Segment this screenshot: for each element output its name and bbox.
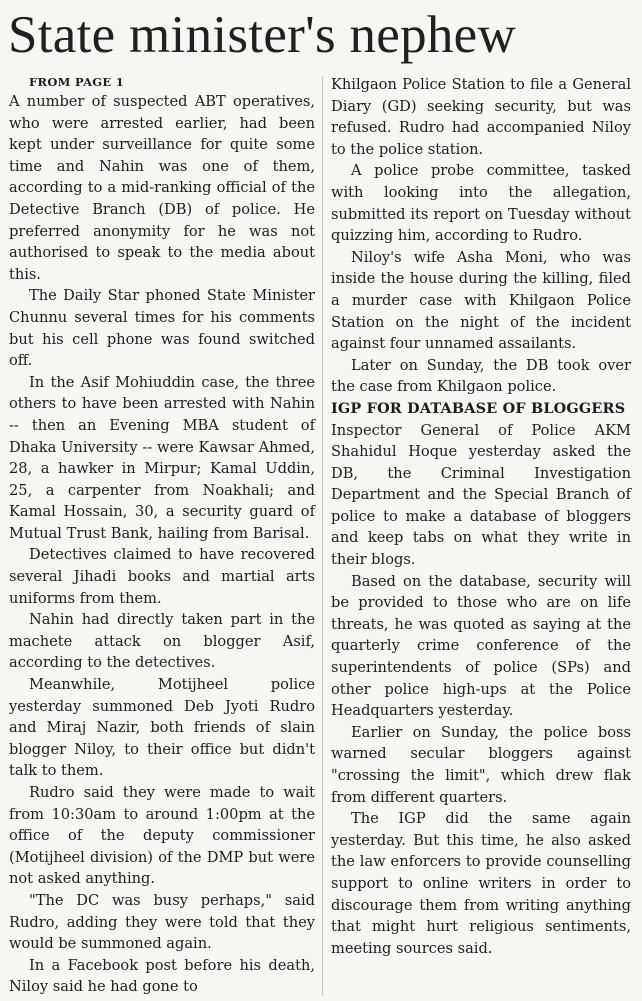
paragraph: Meanwhile, Motijheel police yesterday summoned Deb Jyoti Rudro and Miraj Nazir, both friends of slain blogger Niloy, to their office but didn't talk to them. <box>9 676 315 780</box>
paragraph: Detectives claimed to have recovered several Jihadi books and martial arts uniforms from them. <box>9 546 315 607</box>
paragraph: Later on Sunday, the DB took over the case from Khilgaon police. <box>331 356 631 396</box>
dateline: FROM PAGE 1 <box>29 75 125 89</box>
paragraph: The Daily Star phoned State Minister Chunnu several times for his comments but his cell phone was found switched off. <box>9 287 315 370</box>
paragraph: Rudro said they were made to wait from 10:30am to around 1:00pm at the office of the deputy commissioner (Motijheel division) of the DMP but were not asked anything. <box>9 784 315 888</box>
right-column <box>331 74 631 959</box>
subheading: IGP FOR DATABASE OF BLOGGERS <box>331 399 626 417</box>
paragraph: Nahin had directly taken part in the machete attack on blogger Asif, according to the detectives. <box>9 611 315 672</box>
paragraph: Niloy's wife Asha Moni, who was inside the house during the killing, filed a murder case with Khilgaon Police Station on the night of the incident against four unnamed assailants. <box>331 248 631 353</box>
paragraph: Khilgaon Police Station to file a General Diary (GD) seeking security, but was refused. Rudro had accompanied Niloy to the police station. <box>331 76 631 158</box>
paragraph: Inspector General of Police AKM Shahidul Hoque yesterday asked the DB, the Criminal Investigation Department and the Special Branch of police to make a database of bloggers and keep tabs on what they write in their blogs. <box>331 421 631 569</box>
paragraph: The IGP did the same again yesterday. But this time, he also asked the law enforcers to provide counselling support to online writers in order to discourage them from writing anything that might hurt religious sentiments, meeting sources said. <box>331 810 631 957</box>
headline: State minister's nephew <box>8 6 517 64</box>
paragraph: Based on the database, security will be provided to those who are on life threats, he was quoted as saying at the quarterly crime conference of the superintendents of police (SPs) and other police high-ups at the Police Headquarters yesterday. <box>331 572 631 720</box>
column-divider <box>322 76 323 996</box>
paragraph: In the Asif Mohiuddin case, the three others to have been arrested with Nahin -- then an Evening MBA student of Dhaka University -- were Kawsar Ahmed, 28, a hawker in Mirpur; Kamal Uddin, 25, a carpenter from Noakhali; and Kamal Hossain, 30, a security guard of Mutual Trust Bank, hailing from Barisal. <box>9 373 315 542</box>
left-column <box>9 74 315 998</box>
paragraph: In a Facebook post before his death, Niloy said he had gone to <box>9 956 315 996</box>
paragraph: A police probe committee, tasked with looking into the allegation, submitted its report on Tuesday without quizzing him, according to Rudro. <box>331 162 631 245</box>
paragraph: "The DC was busy perhaps," said Rudro, adding they were told that they would be summoned again. <box>9 891 315 953</box>
paragraph: A number of suspected ABT operatives, who were arrested earlier, had been kept under surveillance for quite some time and Nahin was one of them, according to a mid-ranking official of the Detective Branch (DB) of police. He preferred anonymity for he was not authorised to speak to the media about this. <box>9 93 315 283</box>
paragraph: Earlier on Sunday, the police boss warned secular bloggers against "crossing the limit", which drew flak from different quarters. <box>331 723 631 806</box>
